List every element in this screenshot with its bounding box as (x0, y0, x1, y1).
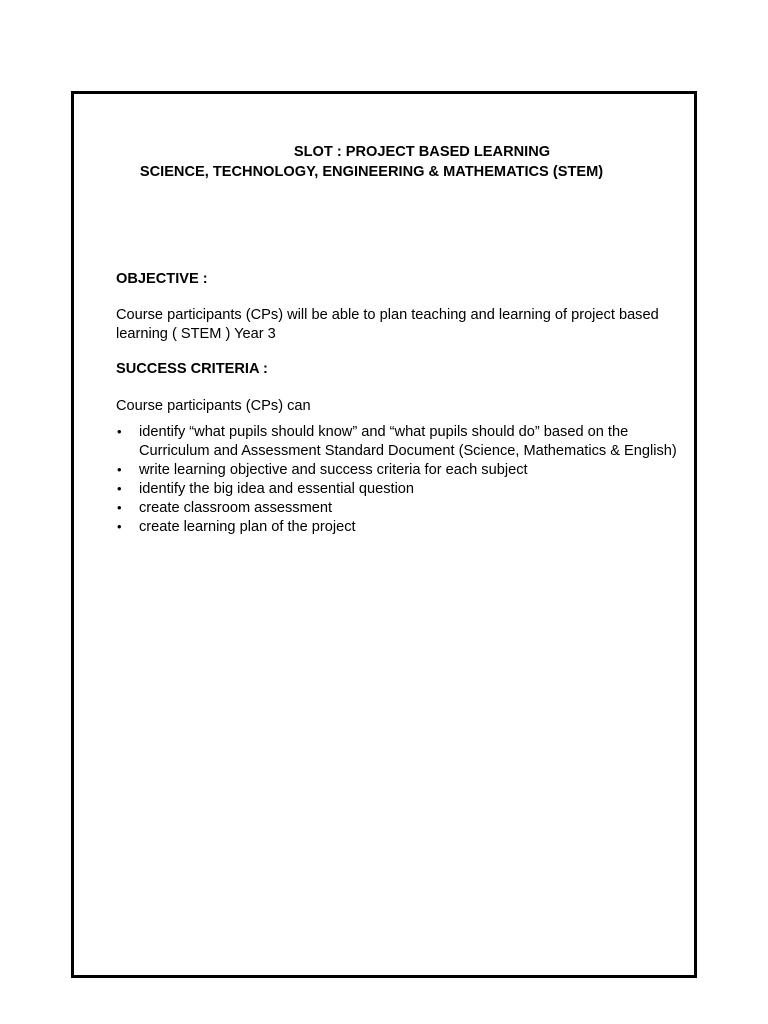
success-criteria-heading: SUCCESS CRITERIA : (116, 361, 268, 377)
list-item-text: write learning objective and success criteria for each subject (139, 461, 528, 478)
objective-heading: OBJECTIVE : (116, 271, 208, 287)
bullet-icon: • (117, 424, 122, 439)
page-border (71, 91, 697, 978)
list-item (116, 499, 691, 518)
list-item-text: create classroom assessment (139, 499, 333, 516)
list-item-text: create learning plan of the project (139, 518, 356, 535)
objective-text: Course participants (CPs) will be able to plan teaching and learning of project based learning ( STEM ) Year 3 (116, 307, 659, 342)
title-line-1: SLOT : PROJECT BASED LEARNING (293, 144, 551, 160)
success-criteria-list (116, 423, 691, 537)
success-criteria-intro: Course participants (CPs) can (116, 398, 311, 414)
list-item-text: identify the big idea and essential question (139, 480, 415, 497)
list-item-text: identify “what pupils should know” and “what pupils should do” based on the Curriculum and Assessment Standard Document (Science, Mathematics & English) (139, 424, 677, 459)
bullet-icon: • (117, 461, 122, 477)
list-item (116, 480, 691, 499)
list-item (116, 518, 691, 537)
bullet-icon: • (117, 480, 122, 496)
list-item (116, 423, 691, 460)
list-item (116, 461, 691, 480)
bullet-icon: • (117, 518, 122, 534)
title-line-2: SCIENCE, TECHNOLOGY, ENGINEERING & MATHEMATICS (STEM) (139, 164, 604, 180)
document-title (74, 142, 694, 182)
bullet-icon: • (117, 499, 122, 515)
